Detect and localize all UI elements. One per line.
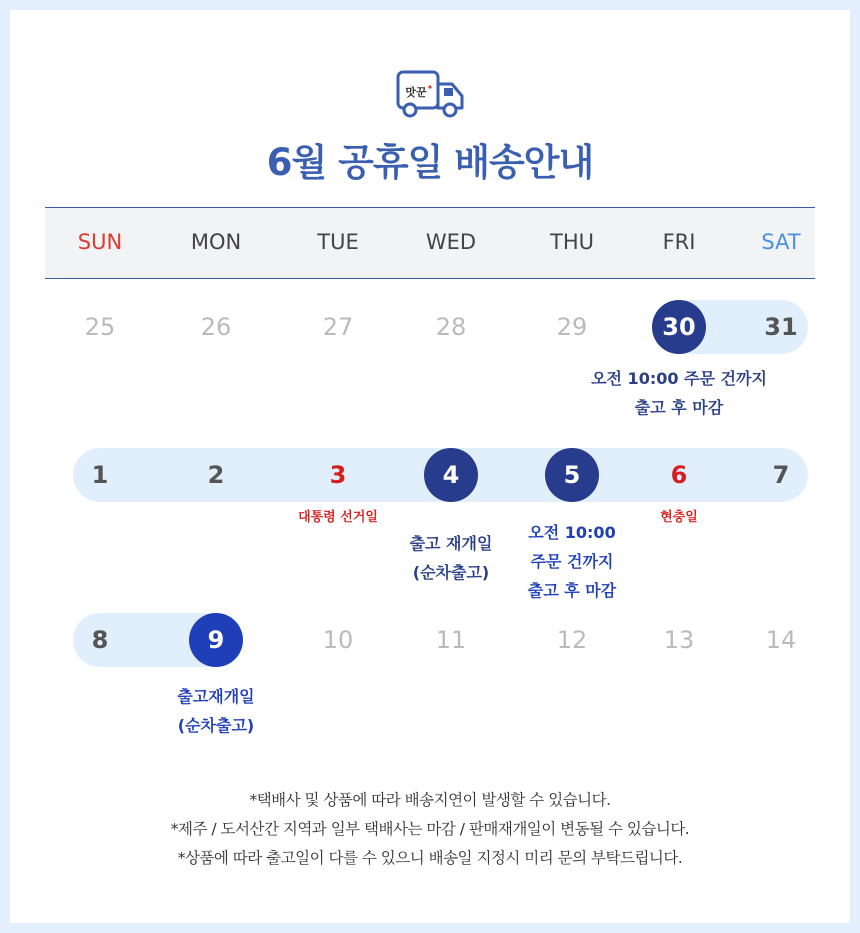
calendar-day-holiday: 3 xyxy=(329,461,347,489)
footer-notices xyxy=(0,786,860,873)
calendar-day: 7 xyxy=(772,461,790,489)
truck-label: 맛꾼 xyxy=(405,86,427,99)
note-line: 오전 10:00 주문 건까지 xyxy=(591,369,767,388)
calendar-day: 25 xyxy=(84,313,116,341)
calendar-day: 29 xyxy=(556,313,588,341)
page-title: 6월 공휴일 배송안내 xyxy=(266,141,594,184)
footer-line: *상품에 따라 출고일이 다를 수 있으니 배송일 지정시 미리 문의 부탁드립니다. xyxy=(177,849,683,867)
note-line: 출고 후 마감 xyxy=(634,398,724,417)
weekday-sat: SAT xyxy=(761,230,801,254)
note-wed4 xyxy=(410,529,493,587)
note-line: (순차출고) xyxy=(177,716,255,735)
note-line: 출고재개일 xyxy=(177,687,255,706)
weekday-wed: WED xyxy=(425,230,477,254)
note-thu5 xyxy=(528,518,616,605)
calendar-day: 28 xyxy=(435,313,467,341)
calendar-day: 12 xyxy=(556,626,588,654)
weekday-thu: THU xyxy=(550,230,594,254)
note-line: (순차출고) xyxy=(412,563,490,582)
calendar-day-9: 9 xyxy=(207,626,225,654)
calendar-day: 13 xyxy=(663,626,695,654)
calendar-day: 31 xyxy=(764,313,798,341)
note-mon9 xyxy=(177,682,254,740)
delivery-truck-icon xyxy=(396,70,466,120)
weekday-sun: SUN xyxy=(77,230,123,254)
calendar-day: 10 xyxy=(322,626,354,654)
note-line: 출고 후 마감 xyxy=(527,581,617,600)
note-line: 오전 10:00 xyxy=(528,523,616,542)
calendar-day: 1 xyxy=(91,461,109,489)
calendar-day: 14 xyxy=(765,626,797,654)
calendar-day-holiday: 6 xyxy=(670,461,688,489)
calendar-day: 2 xyxy=(207,461,225,489)
calendar-day-4: 4 xyxy=(442,461,460,489)
note-fri6: 현충일 xyxy=(660,510,698,525)
footer-line: *택배사 및 상품에 따라 배송지연이 발생할 수 있습니다. xyxy=(249,791,611,809)
weekday-fri: FRI xyxy=(662,230,696,254)
calendar-day-5: 5 xyxy=(563,461,581,489)
calendar-day: 11 xyxy=(435,626,467,654)
weekday-tue: TUE xyxy=(317,230,359,254)
note-line: 주문 건까지 xyxy=(530,552,614,571)
note-fri30 xyxy=(591,364,767,422)
calendar-day: 26 xyxy=(200,313,232,341)
note-line: 출고 재개일 xyxy=(409,534,493,553)
footer-line: *제주 / 도서산간 지역과 일부 택배사는 마감 / 판매재개일이 변동될 수 있습니다. xyxy=(170,820,690,838)
calendar-day: 27 xyxy=(322,313,354,341)
note-tue3: 대통령 선거일 xyxy=(298,510,378,525)
calendar-day: 8 xyxy=(91,626,109,654)
calendar-day-30: 30 xyxy=(662,313,696,341)
weekday-mon: MON xyxy=(190,230,242,254)
